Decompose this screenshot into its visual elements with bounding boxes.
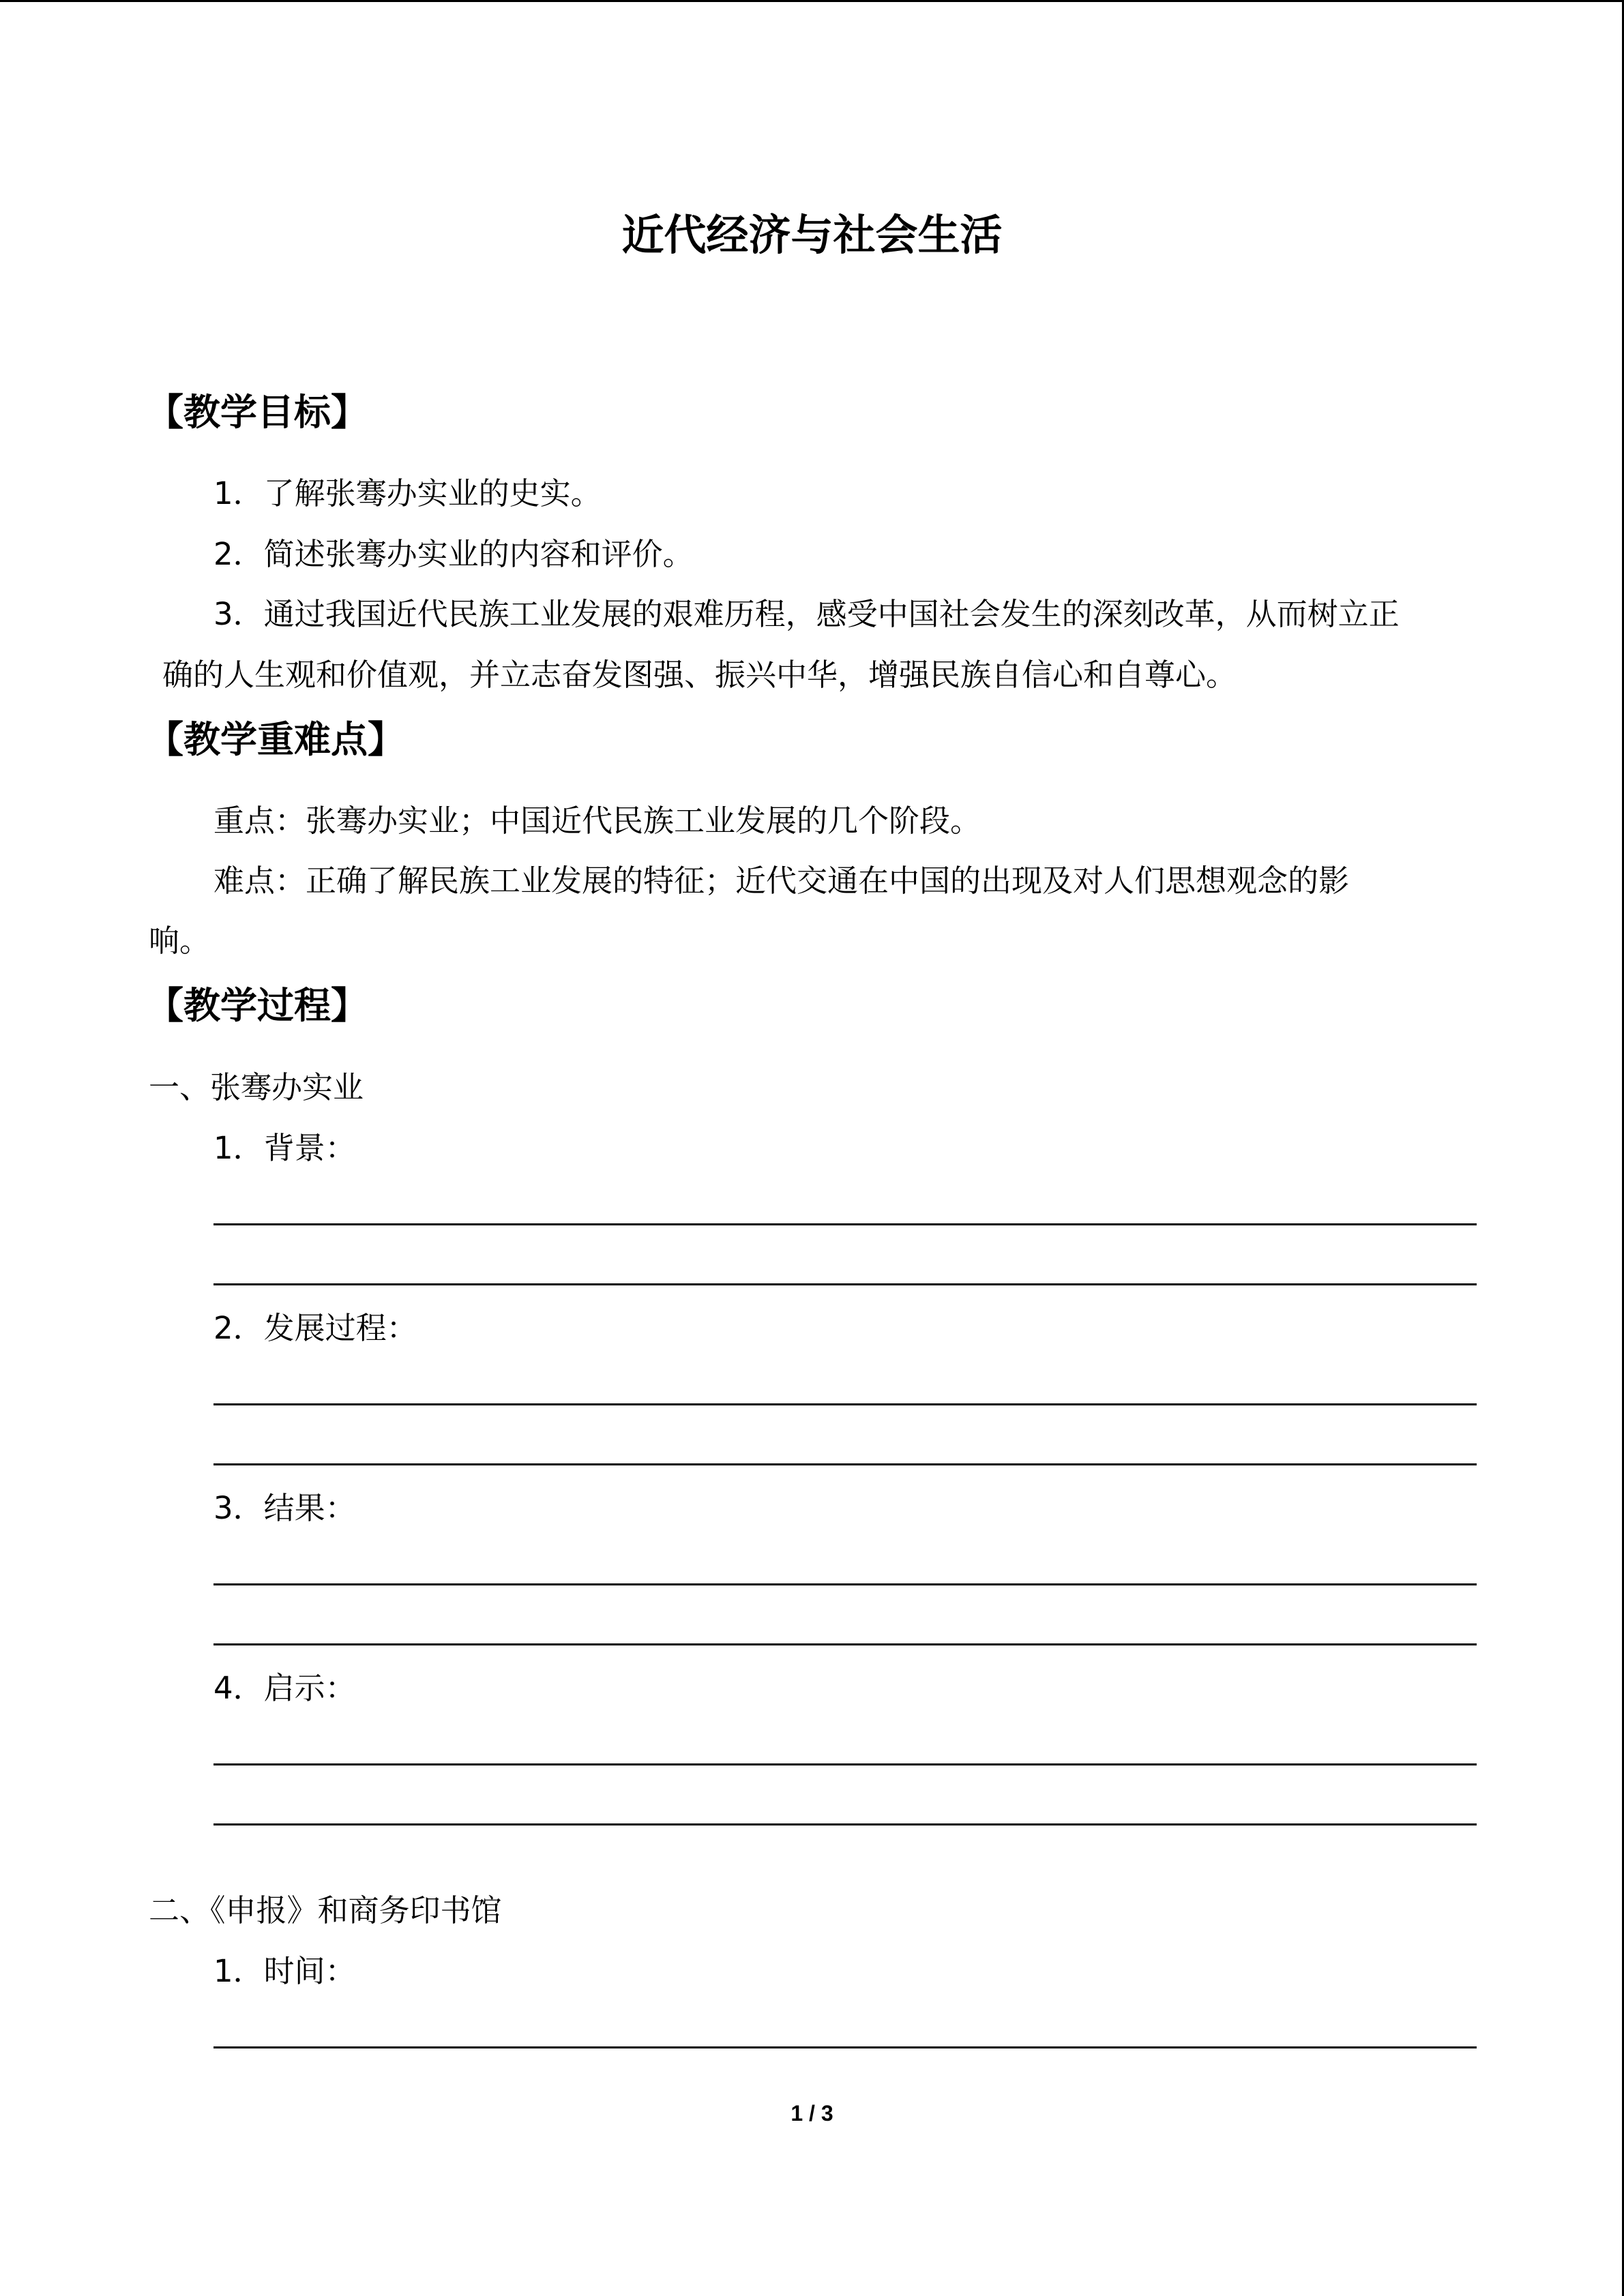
focus-text: 重点：张骞办实业；中国近代民族工业发展的几个阶段。 bbox=[213, 803, 981, 839]
answer-line[interactable] bbox=[213, 1643, 1477, 1645]
objective-item-3: 3．通过我国近代民族工业发展的艰难历程，感受中国社会发生的深刻改革，从而树立正 bbox=[213, 596, 1400, 632]
process-heading: 【教学过程】 bbox=[147, 984, 368, 1027]
objective-item-2: 2．简述张骞办实业的内容和评价。 bbox=[213, 536, 694, 572]
answer-line[interactable] bbox=[213, 1583, 1477, 1585]
page-top-border bbox=[0, 0, 1624, 2]
answer-line[interactable] bbox=[213, 1763, 1477, 1765]
page-number: 1 / 3 bbox=[791, 2101, 833, 2126]
answer-line[interactable] bbox=[213, 2046, 1477, 2048]
page-title: 近代经济与社会生活 bbox=[621, 210, 1003, 260]
part2-title: 二、《申报》和商务印书馆 bbox=[149, 1892, 502, 1928]
answer-line[interactable] bbox=[213, 1283, 1477, 1285]
part1-item-inspiration: 4．启示： bbox=[213, 1670, 356, 1706]
key-points-heading: 【教学重难点】 bbox=[147, 718, 404, 761]
part1-item-result: 3．结果： bbox=[213, 1490, 356, 1526]
difficulty-text-continued: 响。 bbox=[149, 923, 211, 959]
objective-item-3-continued: 确的人生观和价值观，并立志奋发图强、振兴中华，增强民族自信心和自尊心。 bbox=[162, 657, 1237, 693]
part1-title: 一、张骞办实业 bbox=[149, 1069, 364, 1105]
answer-line[interactable] bbox=[213, 1463, 1477, 1465]
answer-line[interactable] bbox=[213, 1823, 1477, 1825]
part1-item-development: 2．发展过程： bbox=[213, 1310, 417, 1346]
objective-item-1: 1．了解张骞办实业的史实。 bbox=[213, 475, 602, 511]
part1-item-background: 1．背景： bbox=[213, 1130, 356, 1166]
objectives-heading: 【教学目标】 bbox=[147, 391, 368, 434]
part2-item-time: 1．时间： bbox=[213, 1953, 356, 1989]
answer-line[interactable] bbox=[213, 1403, 1477, 1405]
difficulty-text: 难点：正确了解民族工业发展的特征；近代交通在中国的出现及对人们思想观念的影 bbox=[213, 863, 1350, 899]
answer-line[interactable] bbox=[213, 1223, 1477, 1225]
